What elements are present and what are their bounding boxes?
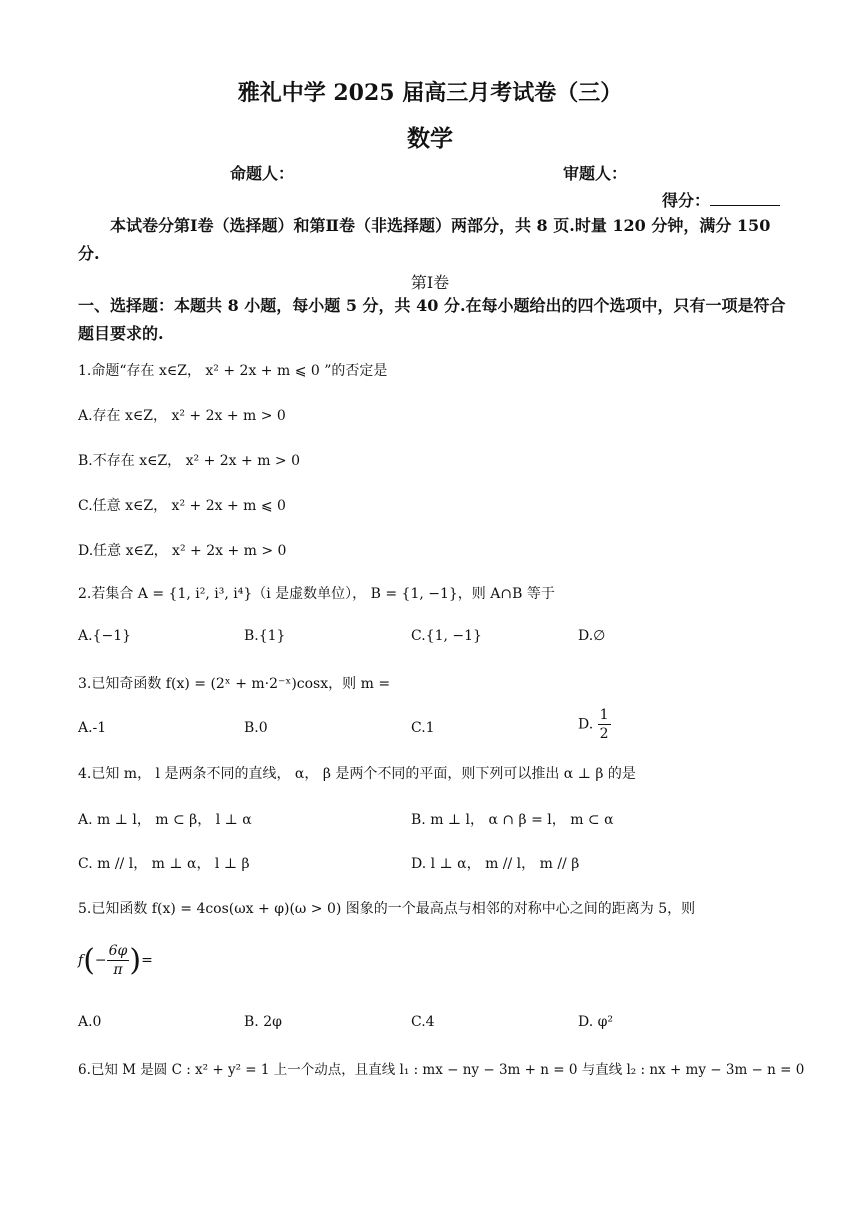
score-field (662, 188, 780, 211)
q5-stem: 5.已知函数 f(x) = 4cos(ωx + φ)(ω > 0) 图象的一个最高点与相邻的对称中心之间的距离为 5，则 (78, 901, 696, 917)
q5-fraction (107, 942, 130, 979)
minus-sign: − (94, 952, 107, 969)
score-label: 得分： (662, 191, 711, 210)
score-blank (710, 191, 780, 206)
q3-stem: 3.已知奇函数 f(x) = (2ˣ + m·2⁻ˣ)cosx，则 m = (78, 676, 391, 692)
q5-stem-continuation (78, 942, 153, 979)
fraction-denominator: 2 (599, 726, 609, 742)
q1-stem: 1.命题“存在 x∈Z， x² + 2x + m ⩽ 0 ”的否定是 (78, 363, 388, 379)
fraction-numerator: 6φ (108, 943, 128, 959)
subject-title: 数学 (407, 125, 453, 152)
q3-option-c: C.1 (411, 720, 435, 736)
q5-function-name: f (78, 952, 84, 969)
q1-option-a: A.存在 x∈Z， x² + 2x + m > 0 (78, 408, 286, 424)
q4-option-b: B. m ⊥ l， α ∩ β = l， m ⊂ α (411, 812, 614, 828)
fraction-denominator: π (113, 962, 123, 978)
left-paren: ( (83, 943, 95, 978)
q3-option-d (578, 706, 611, 743)
fraction-numerator: 1 (599, 707, 609, 723)
q1-option-c: C.任意 x∈Z， x² + 2x + m ⩽ 0 (78, 498, 286, 514)
q6-stem: 6.已知 M 是圆 C : x² + y² = 1 上一个动点，且直线 l₁ : mx − ny − 3m + n = 0 与直线 l₂ : nx + my − 3m − n = 0 (78, 1062, 805, 1078)
q3-option-a: A.-1 (78, 720, 107, 736)
part-one-heading: 一、选择题：本题共 8 小题，每小题 5 分，共 40 分.在每小题给出的四个选项中，只有一项是符合题目要求的. (78, 296, 786, 343)
q2-option-b: B.{1} (244, 628, 286, 644)
q4-option-c: C. m // l， m ⊥ α， l ⊥ β (78, 856, 250, 872)
reviewer-label: 审题人： (563, 164, 628, 183)
setter-label: 命题人： (230, 164, 295, 183)
q1-option-b: B.不存在 x∈Z， x² + 2x + m > 0 (78, 453, 301, 469)
instructions: 本试卷分第Ⅰ卷（选择题）和第Ⅱ卷（非选择题）两部分，共 8 页.时量 120 分钟，满分 150 分. (78, 216, 771, 263)
exam-title: 雅礼中学 2025 届高三月考试卷（三） (237, 80, 623, 106)
right-paren: ) (129, 943, 142, 978)
q5-option-a: A.0 (78, 1014, 102, 1030)
q4-option-d: D. l ⊥ α， m // l， m // β (411, 856, 580, 872)
q2-stem: 2.若集合 A = {1, i², i³, i⁴}（i 是虚数单位）， B = {1, −1}，则 A∩B 等于 (78, 586, 555, 602)
q5-option-b: B. 2φ (244, 1014, 282, 1030)
q4-stem: 4.已知 m， l 是两条不同的直线， α， β 是两个不同的平面，则下列可以推出 α ⊥ β 的是 (78, 766, 636, 782)
q3-option-d-label: D. (578, 716, 594, 733)
q2-option-d: D.∅ (578, 628, 606, 644)
q5-option-d: D. φ² (578, 1014, 614, 1030)
q5-equals: = (141, 952, 153, 969)
q2-option-a: A.{−1} (78, 628, 132, 644)
q4-option-a: A. m ⊥ l， m ⊂ β， l ⊥ α (78, 812, 252, 828)
q3-option-b: B.0 (244, 720, 268, 736)
q1-option-d: D.任意 x∈Z， x² + 2x + m > 0 (78, 543, 287, 559)
q5-option-c: C.4 (411, 1014, 435, 1030)
q2-option-c: C.{1, −1} (411, 628, 482, 644)
q3-option-d-fraction (598, 706, 611, 743)
volume-title: 第Ⅰ卷 (410, 273, 450, 292)
